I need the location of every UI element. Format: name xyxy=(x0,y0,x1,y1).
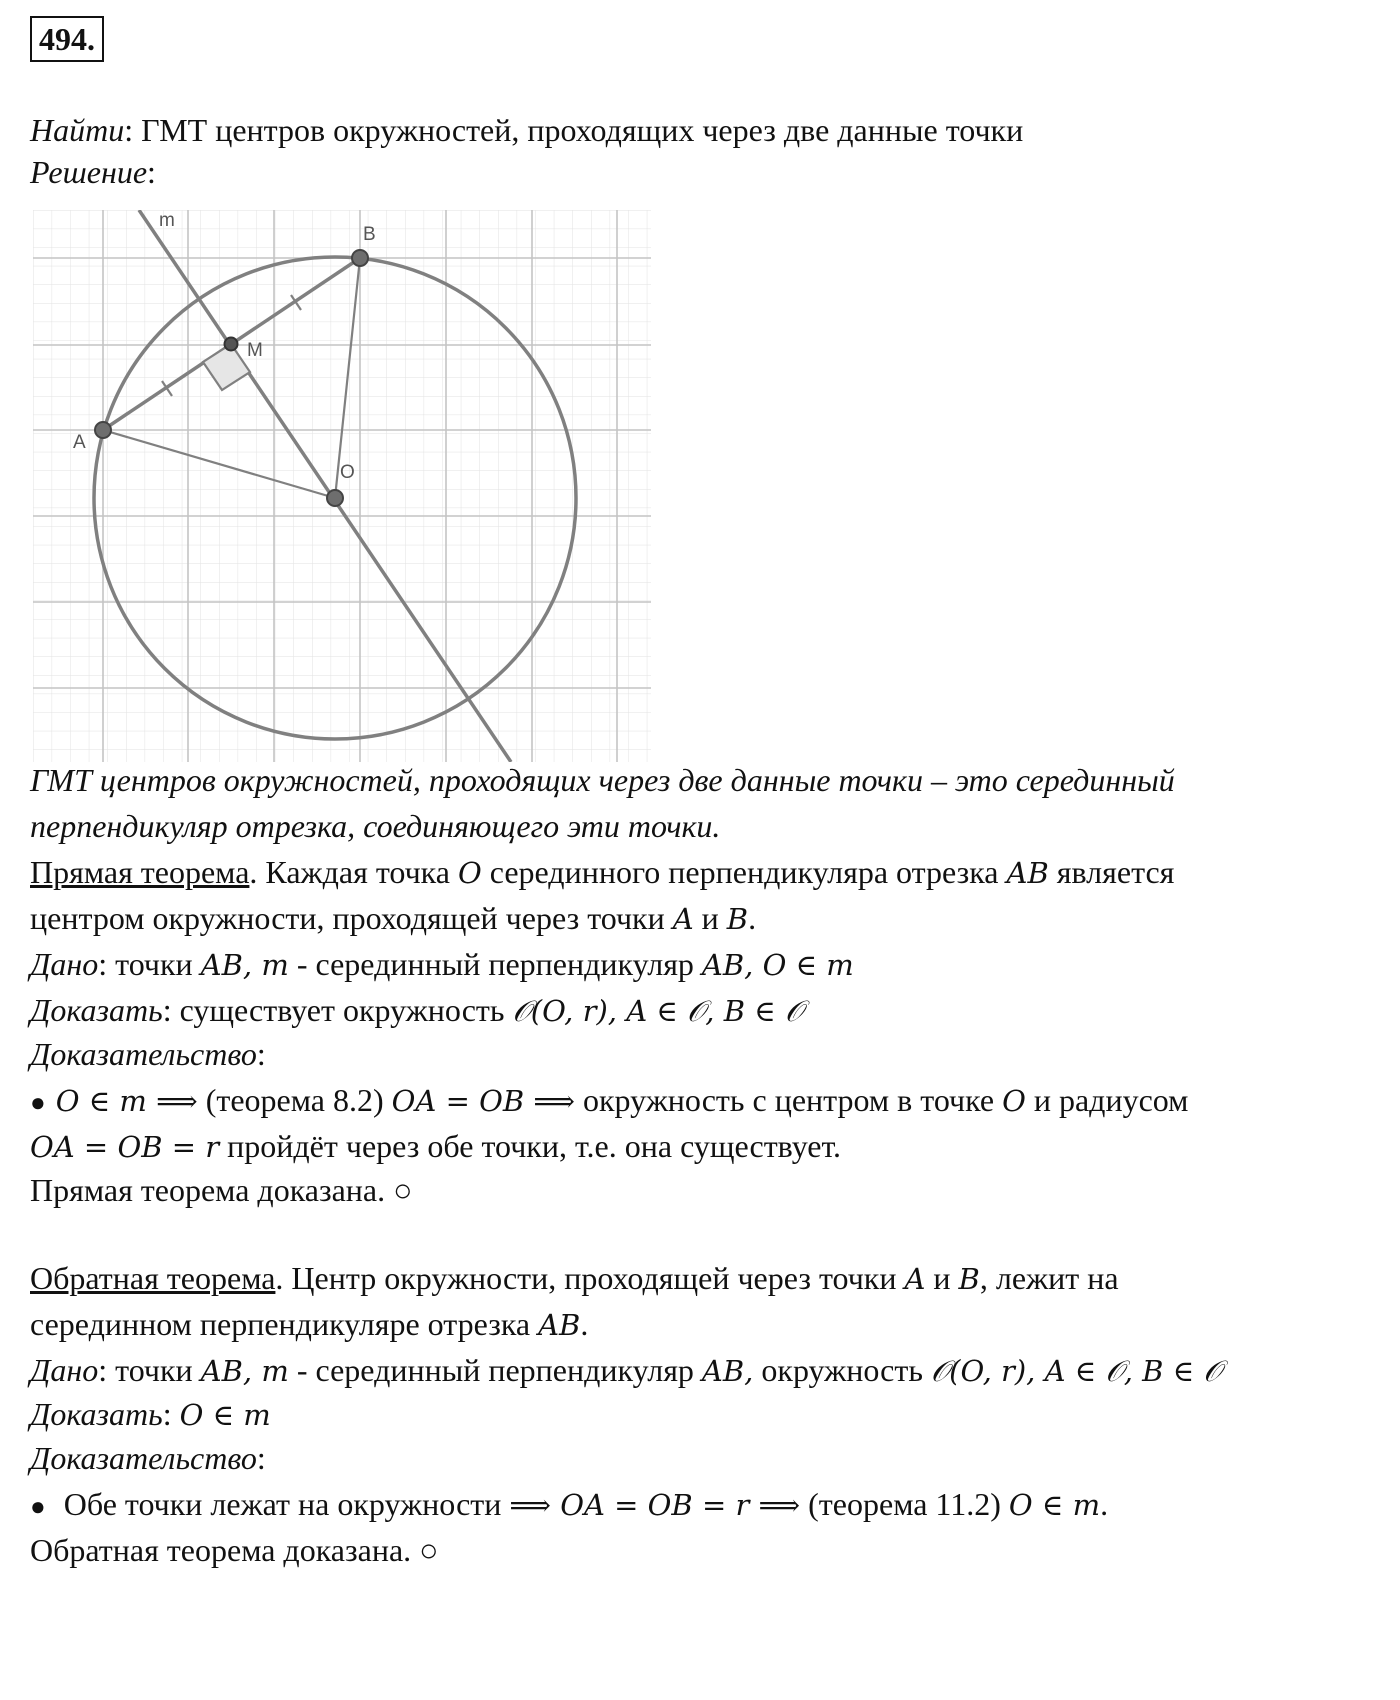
answer-line-2: перпендикуляр отрезка, соединяющего эти точки. xyxy=(30,808,721,844)
converse-proof-line-1: ● Обе точки лежат на окружности ⟹ OA = OB = r ⟹ (теорема 11.2) O ∈ m. xyxy=(30,1486,1109,1522)
prove-label: Доказать xyxy=(30,1396,163,1432)
direct-conclusion: Прямая теорема доказана. ○ xyxy=(30,1172,413,1208)
proof-label: Доказательство xyxy=(30,1036,257,1072)
find-label: Найти xyxy=(30,112,125,148)
direct-prove-line: Доказать: существует окружность 𝒪(O, r), A ∈ 𝒪, B ∈ 𝒪 xyxy=(30,992,804,1028)
geometry-figure xyxy=(33,210,651,762)
converse-given-line: Дано: точки AB, m - серединный перпендикуляр AB, окружность 𝒪(O, r), A ∈ 𝒪, B ∈ 𝒪 xyxy=(30,1352,1222,1388)
direct-proof-line-2: OA = OB = r пройдёт через обе точки, т.е. она существует. xyxy=(30,1128,842,1164)
label-m: m xyxy=(159,210,175,231)
label-b: B xyxy=(363,224,376,245)
given-label: Дано xyxy=(30,1352,99,1388)
label-o: O xyxy=(340,462,355,483)
prove-label: Доказать xyxy=(30,992,163,1028)
direct-theorem-heading: Прямая теорема xyxy=(30,854,250,890)
bullet-icon: ● xyxy=(30,1088,46,1117)
bullet-icon: ● xyxy=(30,1492,46,1521)
converse-conclusion: Обратная теорема доказана. ○ xyxy=(30,1532,439,1568)
converse-prove-line: Доказать: O ∈ m xyxy=(30,1396,271,1432)
find-text: : ГМТ центров окружностей, проходящих через две данные точки xyxy=(124,112,1024,148)
point-b xyxy=(352,250,368,266)
point-o xyxy=(327,490,343,506)
point-m xyxy=(225,338,238,351)
converse-proof-label-line: Доказательство: xyxy=(30,1440,266,1476)
given-label: Дано xyxy=(30,946,99,982)
solution-label: Решение xyxy=(30,154,148,190)
answer-line-1: ГМТ центров окружностей, проходящих через две данные точки – это серединный xyxy=(30,762,1175,798)
direct-theorem-line-2: центром окружности, проходящей через точки A и B. xyxy=(30,900,757,936)
minor-grid xyxy=(33,210,651,762)
problem-number: 494. xyxy=(30,16,104,62)
converse-theorem-line-1: Обратная теорема. Центр окружности, проходящей через точки A и B, лежит на xyxy=(30,1260,1119,1296)
label-m-point: M xyxy=(247,340,263,361)
label-a: A xyxy=(73,432,86,453)
find-line xyxy=(30,110,1023,150)
point-a xyxy=(95,422,111,438)
direct-given-line: Дано: точки AB, m - серединный перпендикуляр AB, O ∈ m xyxy=(30,946,854,982)
direct-proof-line-1: ● O ∈ m ⟹ (теорема 8.2) OA = OB ⟹ окружность с центром в точке O и радиусом xyxy=(30,1082,1189,1118)
direct-theorem-line-1: Прямая теорема. Каждая точка O серединного перпендикуляра отрезка AB является xyxy=(30,854,1175,890)
converse-theorem-heading: Обратная теорема xyxy=(30,1260,276,1296)
proof-label: Доказательство xyxy=(30,1440,257,1476)
solution-line: Решение: xyxy=(30,154,156,190)
converse-theorem-line-2: серединном перпендикуляре отрезка AB. xyxy=(30,1306,589,1342)
direct-proof-label-line: Доказательство: xyxy=(30,1036,266,1072)
